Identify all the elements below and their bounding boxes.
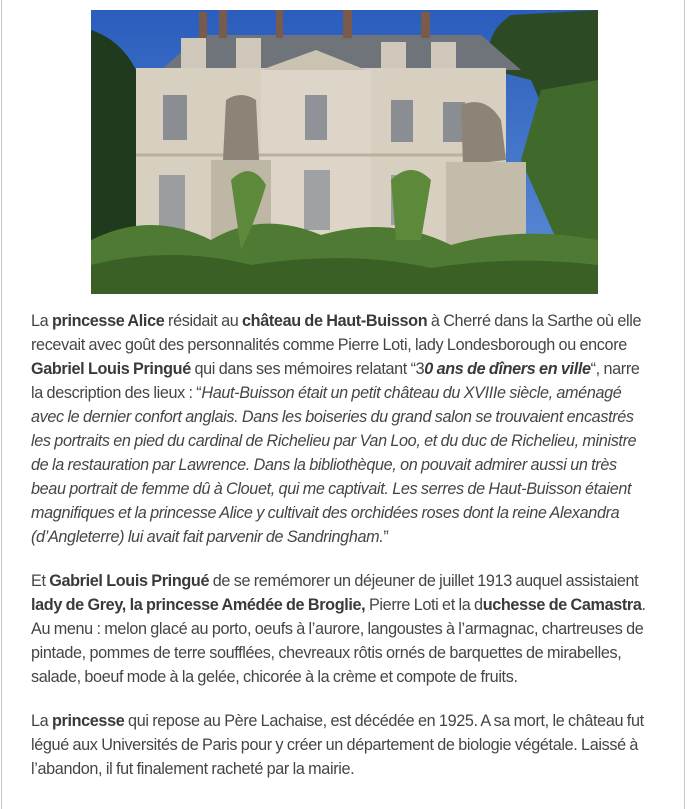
bold-name: uchesse de Camastra: [482, 596, 642, 614]
chateau-photo: [91, 10, 598, 294]
bold-name: Gabriel Louis Pringué: [49, 572, 210, 590]
quote: Haut-Buisson était un petit château du XVIIIe siècle, aménagé avec le dernier confort anglais. Dans les boiseries du grand salon se trouvaient encastrés les portraits en pied du cardinal de Richelieu par Van Loo, et du duc de Richelieu, ministre de la restauration par Lawrence. Dans la bibliothèque, on pouvait admirer aussi un très beau portrait de femme dû à Clouet, qui me captivait. Les serres de Haut-Buisson étaient magnifiques et la princesse Alice y cultivait des orchidées roses dont la reine Alexandra (d’Angleterre) lui avait fait parvenir de Sandringham.: [31, 384, 637, 546]
photo-image-icon: [91, 10, 598, 294]
text: de se remémorer un déjeuner de juillet 1913 auquel assistaient: [209, 572, 639, 590]
bold-name: Gabriel Louis Pringué: [31, 360, 191, 378]
bold-place: château de Haut-Buisson: [242, 312, 428, 330]
text: La: [31, 312, 52, 330]
text: Pierre Loti et la d: [365, 596, 483, 614]
paragraph-3: [31, 709, 651, 781]
text: ”: [383, 528, 389, 546]
text: Et: [31, 572, 50, 590]
text: . Au menu : melon glacé au porto, oeufs à l’aurore, langoustes à l’armagnac, chartreuses de pintade, pommes de terre soufflées, chevreaux rôtis ornés de barquettes de mirabelles, salade, boeuf mode à la gelée, chicorée à la crème et compote de fruits.: [31, 596, 646, 686]
bold-names: lady de Grey, la princesse Amédée de Broglie,: [31, 596, 366, 614]
text: résidait au: [164, 312, 243, 330]
book-title: 0 ans de dîners en ville: [424, 360, 591, 378]
text: La: [31, 712, 52, 730]
bold-name: princesse Alice: [51, 312, 165, 330]
paragraph-2: [31, 569, 651, 689]
article-body: [31, 309, 651, 801]
article-frame: [1, 0, 685, 809]
bold-name: princesse: [51, 712, 125, 730]
text: qui repose au Père Lachaise, est décédée en 1925. A sa mort, le château fut légué aux Universités de Paris pour y créer un département de biologie végétale. Laissé à l’abandon, il fut finalement racheté par la mairie.: [31, 712, 644, 778]
paragraph-1: [31, 309, 651, 549]
text: qui dans ses mémoires relatant “3: [190, 360, 425, 378]
text: “, narre la description des lieux : “: [31, 360, 640, 402]
text: à Cherré dans la Sarthe où elle recevait avec goût des personnalités comme Pierre Loti, lady Londesborough ou encore: [31, 312, 642, 354]
